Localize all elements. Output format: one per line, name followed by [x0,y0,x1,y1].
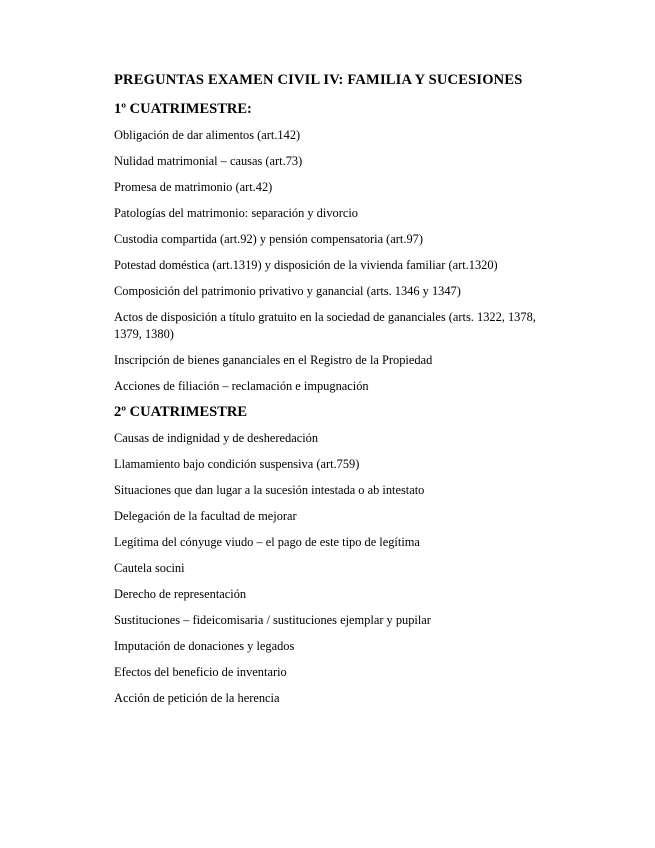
question-item: Imputación de donaciones y legados [114,639,295,653]
question-item: Llamamiento bajo condición suspensiva (art.759) [114,457,360,471]
document-title: PREGUNTAS EXAMEN CIVIL IV: FAMILIA Y SUCESIONES [114,72,523,88]
question-item: Composición del patrimonio privativo y ganancial (arts. 1346 y 1347) [114,284,461,298]
question-item: Obligación de dar alimentos (art.142) [114,128,301,142]
question-item: Efectos del beneficio de inventario [114,665,287,679]
question-item: Potestad doméstica (art.1319) y disposición de la vivienda familiar (art.1320) [114,258,498,272]
section-heading-first-term: 1º CUATRIMESTRE: [114,101,252,117]
question-item: Patologías del matrimonio: separación y divorcio [114,206,358,220]
question-list-second-term [114,430,554,707]
question-item: Situaciones que dan lugar a la sucesión intestada o ab intestato [114,483,425,497]
question-item: Causas de indignidad y de desheredación [114,431,319,445]
question-item: Sustituciones – fideicomisaria / sustituciones ejemplar y pupilar [114,613,431,627]
question-item: Legítima del cónyuge viudo – el pago de este tipo de legítima [114,535,420,549]
question-item: Delegación de la facultad de mejorar [114,509,297,523]
question-item: Cautela socini [114,561,185,575]
question-list-first-term [114,127,554,395]
question-item: Acciones de filiación – reclamación e impugnación [114,379,369,393]
question-item: Actos de disposición a título gratuito en la sociedad de gananciales (arts. 1322, 1378, 1379, 1380) [114,310,536,341]
question-item: Custodia compartida (art.92) y pensión compensatoria (art.97) [114,232,423,246]
question-item: Promesa de matrimonio (art.42) [114,180,273,194]
question-item: Derecho de representación [114,587,247,601]
question-item: Nulidad matrimonial – causas (art.73) [114,154,303,168]
question-item: Acción de petición de la herencia [114,691,280,705]
document-page [114,70,554,707]
section-heading-second-term: 2º CUATRIMESTRE [114,404,248,420]
question-item: Inscripción de bienes gananciales en el Registro de la Propiedad [114,353,433,367]
